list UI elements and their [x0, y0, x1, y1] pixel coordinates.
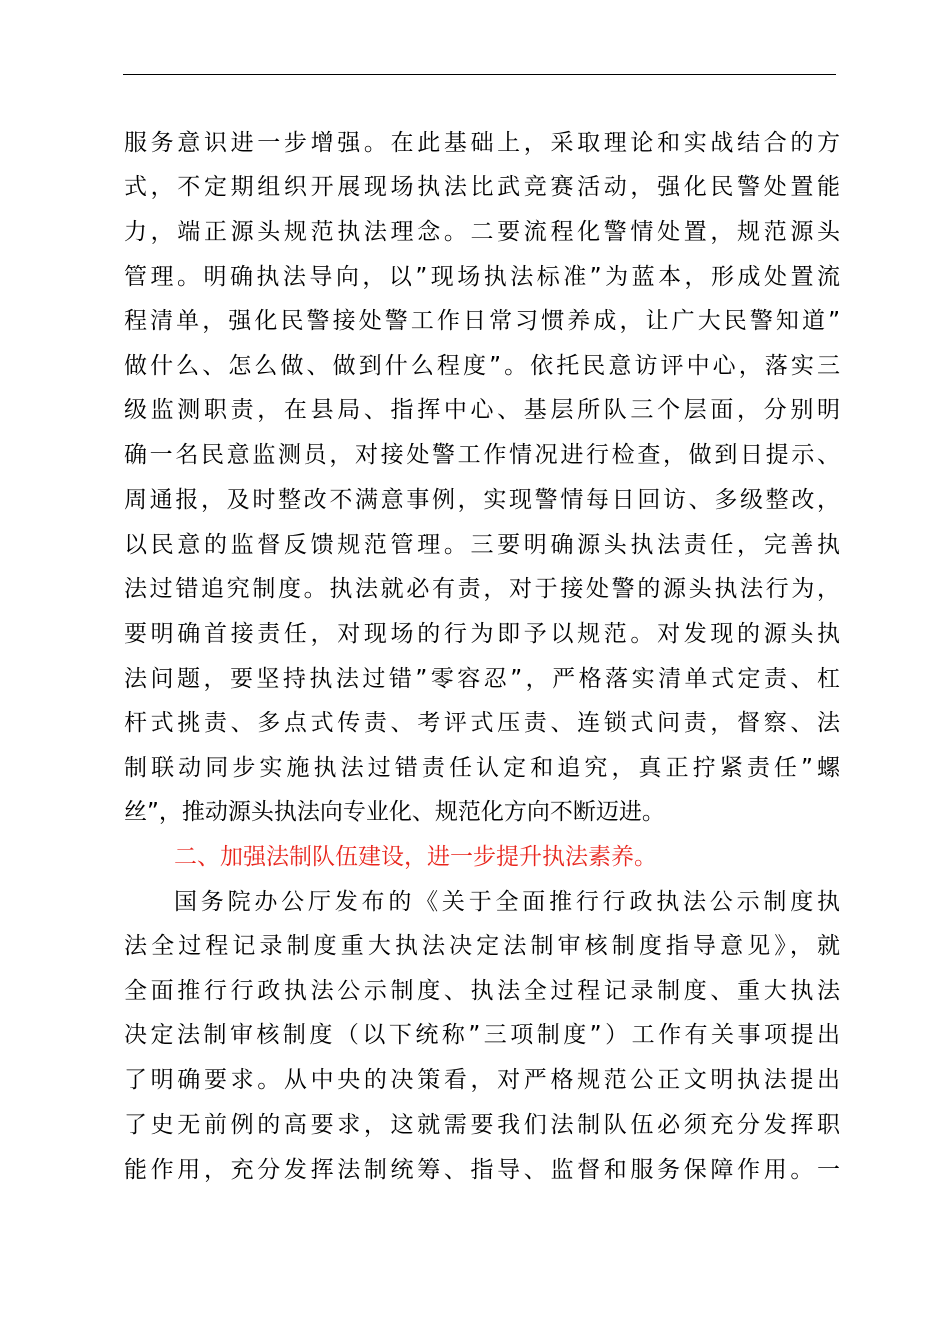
paragraph-line: 决定法制审核制度（以下统称”三项制度”）工作有关事项提出 — [124, 1022, 840, 1048]
paragraph-line: 国务院办公厅发布的《关于全面推行行政执法公示制度执 — [174, 889, 840, 915]
paragraph-line: 全面推行行政执法公示制度、执法全过程记录制度、重大执法 — [124, 978, 840, 1004]
paragraph-line: 了史无前例的高要求，这就需要我们法制队伍必须充分发挥职 — [124, 1112, 840, 1138]
paragraph-line: 以民意的监督反馈规范管理。三要明确源头执法责任，完善执 — [124, 532, 840, 558]
paragraph-line: 杆式挑责、多点式传责、考评式压责、连锁式问责，督察、法 — [124, 710, 840, 736]
paragraph-line: 管理。明确执法导向，以”现场执法标准”为蓝本，形成处置流 — [124, 264, 840, 290]
paragraph-line: 服务意识进一步增强。在此基础上，采取理论和实战结合的方 — [124, 130, 840, 156]
paragraph-line: 力，端正源头规范执法理念。二要流程化警情处置，规范源头 — [124, 219, 840, 245]
section-heading: 二、加强法制队伍建设，进一步提升执法素养。 — [174, 844, 657, 870]
paragraph-line: 法问题，要坚持执法过错”零容忍”，严格落实清单式定责、杠 — [124, 666, 840, 692]
paragraph-line: 级监测职责，在县局、指挥中心、基层所队三个层面，分别明 — [124, 397, 840, 423]
paragraph-line: 确一名民意监测员，对接处警工作情况进行检查，做到日提示、 — [124, 442, 840, 468]
paragraph-line: 要明确首接责任，对现场的行为即予以规范。对发现的源头执 — [124, 621, 840, 647]
paragraph-line: 了明确要求。从中央的决策看，对严格规范公正文明执法提出 — [124, 1067, 840, 1093]
paragraph-line: 周通报，及时整改不满意事例，实现警情每日回访、多级整改， — [124, 487, 840, 513]
paragraph-line: 式，不定期组织开展现场执法比武竞赛活动，强化民警处置能 — [124, 174, 840, 200]
paragraph-line: 法全过程记录制度重大执法决定法制审核制度指导意见》，就 — [124, 933, 840, 959]
paragraph-line: 做什么、怎么做、做到什么程度”。依托民意访评中心，落实三 — [124, 353, 840, 379]
paragraph-line: 法过错追究制度。执法就必有责，对于接处警的源头执法行为， — [124, 576, 840, 602]
paragraph-line: 丝”，推动源头执法向专业化、规范化方向不断迈进。 — [124, 799, 665, 825]
paragraph-line: 制联动同步实施执法过错责任认定和追究，真正拧紧责任”螺 — [124, 755, 840, 781]
header-rule — [123, 74, 836, 75]
paragraph-line: 能作用，充分发挥法制统筹、指导、监督和服务保障作用。一 — [124, 1157, 840, 1183]
paragraph-line: 程清单，强化民警接处警工作日常习惯养成，让广大民警知道” — [124, 308, 840, 334]
